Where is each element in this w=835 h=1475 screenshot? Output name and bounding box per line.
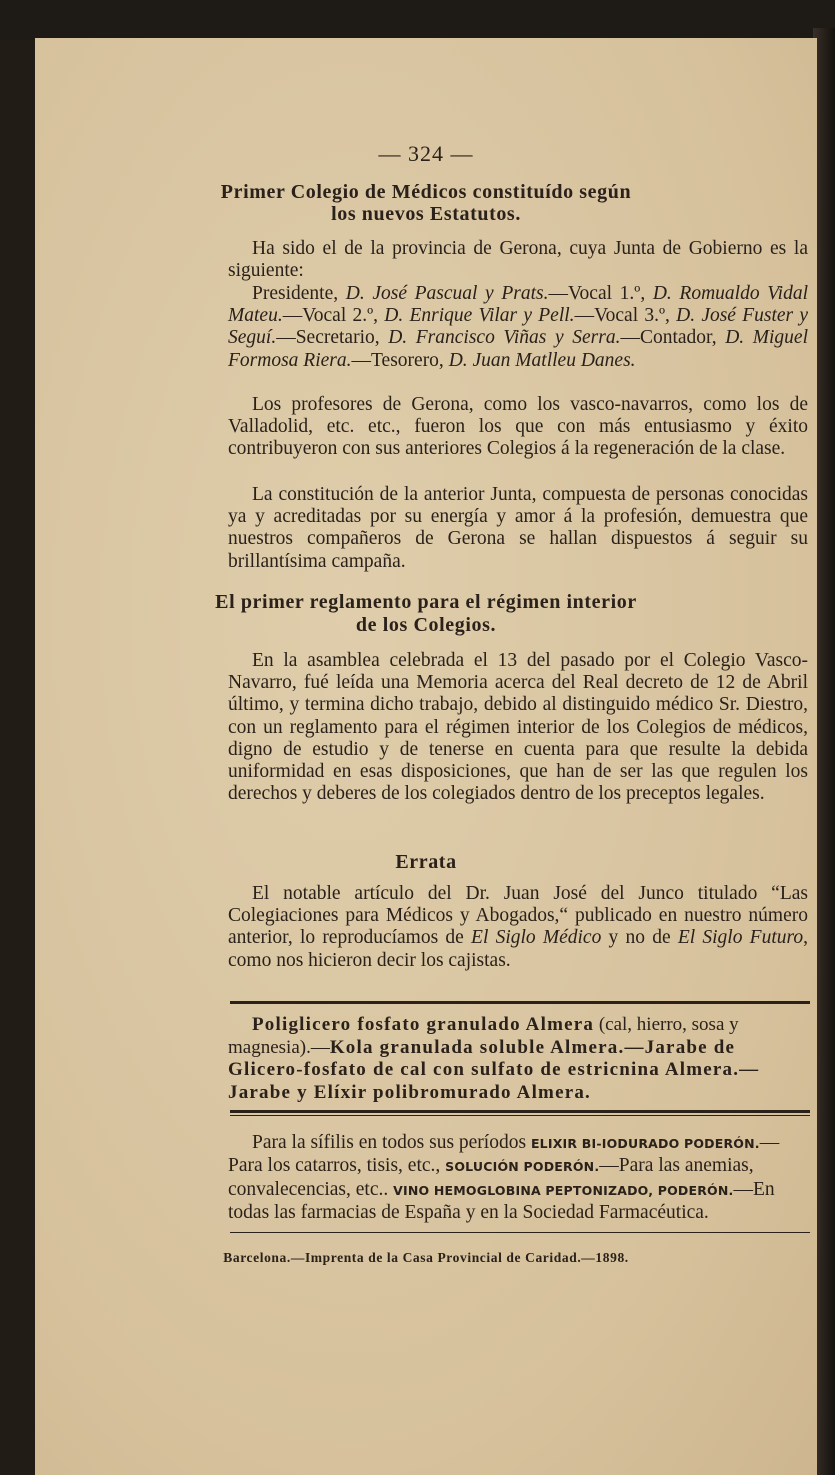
section1-paragraph-1: Ha sido el de la provincia de Gerona, cuya Junta de Gobierno es la siguiente: — [228, 238, 808, 282]
section1-title-line2: los nuevos Estatutos. — [331, 203, 521, 225]
divider-rule-bottom — [230, 1232, 810, 1233]
book-page — [35, 38, 817, 1475]
advert-almera: Poliglicero fosfato granulado Almera (cal, hierro, sosa y magnesia).—Kola granulada soluble Almera.—Jarabe de Glicero-fosfato de cal con sulfato de estricnina Almera.—Jarabe y Elíxir polibromurado Almera. — [228, 1014, 760, 1103]
section1-paragraph-board: Presidente, D. José Pascual y Prats.—Vocal 1.º, D. Romualdo Vidal Mateu.—Vocal 2.º, D. Enrique Vilar y Pell.—Vocal 3.º, D. José Fuster y Seguí.—Secretario, D. Francisco Viñas y Serra.—Contador, D. Miguel Formosa Riera.—Tesorero, D. Juan Matlleu Danes. — [228, 283, 809, 371]
section2-paragraph-1: En la asamblea celebrada el 13 del pasado por el Colegio Vasco-Navarro, fué leída una Memoria acerca del Real decreto de 12 de Abril último, y termina dicho trabajo, debido al distinguido médico Sr. Diestro, con un reglamento para el régimen interior de los Colegios de médicos, digno de estudio y de tenerse en cuenta para que resulte la debida uniformidad en esas disposiciones, que han de ser las que regulen los derechos y deberes de los colegiados dentro de los preceptos legales. — [228, 650, 808, 805]
divider-rule — [230, 1001, 810, 1004]
divider-rule — [230, 1110, 810, 1113]
section1-paragraph-4: La constitución de la anterior Junta, compuesta de personas conocidas ya y acreditadas por su energía y amor á la profesión, demuestra que nuestros compañeros de Gerona se hallan dispuestos á seguir su brillantísima campaña. — [228, 484, 808, 572]
advert-poderon: Para la sífilis en todos sus períodos ELIXIR BI-IODURADO PODERÓN.—Para los catarros, tisis, etc., SOLUCIÓN PODERÓN.—Para las anemias, convalecencias, etc.. VINO HEMOGLOBINA PEPTONIZADO, PODERÓN.—En todas las farmacias de España y en la Sociedad Farmacéutica. — [228, 1132, 780, 1224]
section1-paragraph-3: Los profesores de Gerona, como los vasco-navarros, como los de Valladolid, etc. etc., fueron los que con más entusiasmo y éxito contribuyeron con sus anteriores Colegios á la regeneración de la clase. — [228, 394, 808, 460]
errata-paragraph: El notable artículo del Dr. Juan José del Junco titulado “Las Colegiaciones para Médicos y Abogados,“ publicado en nuestro número anterior, lo reproducíamos de El Siglo Médico y no de El Siglo Futuro, como nos hicieron decir los cajistas. — [228, 883, 808, 971]
section2-title-line2: de los Colegios. — [355, 614, 497, 636]
scan-background-top — [0, 0, 835, 40]
page-number: — 324 — — [378, 141, 474, 166]
section1-title-line1: Primer Colegio de Médicos constituído según — [220, 181, 632, 203]
section2-title-line1: El primer reglamento para el régimen interior — [215, 591, 637, 613]
divider-rule-thin — [230, 1115, 810, 1116]
imprint-line: Barcelona.—Imprenta de la Casa Provincial de Caridad.—1898. — [223, 1250, 629, 1265]
errata-title: Errata — [395, 851, 457, 873]
